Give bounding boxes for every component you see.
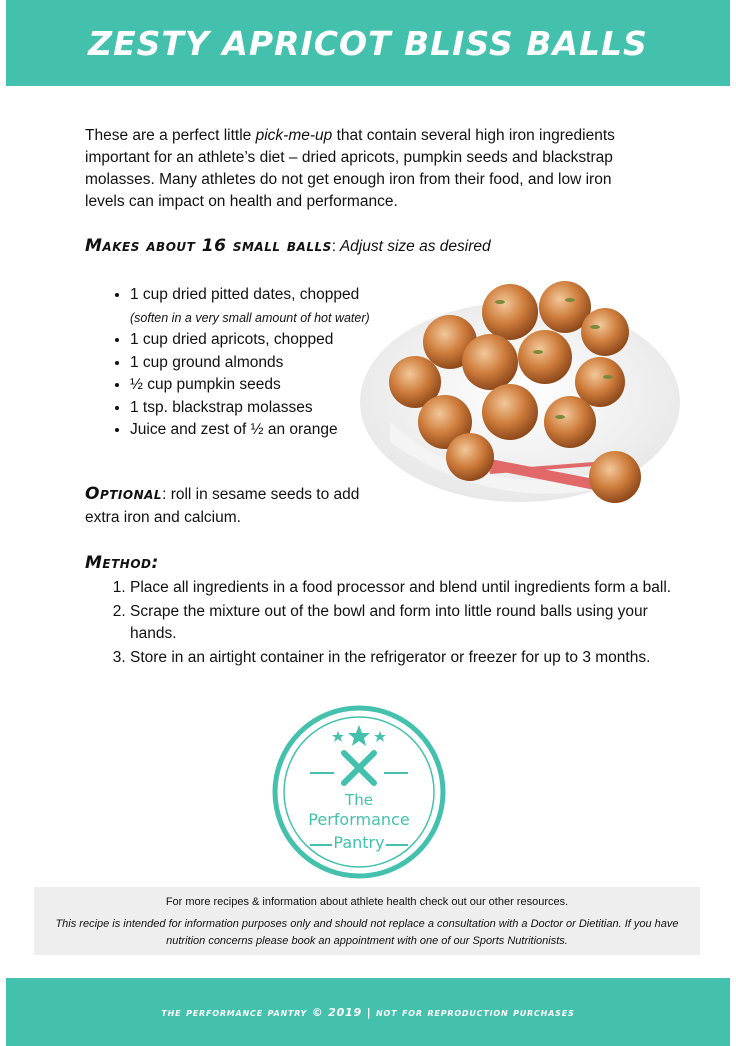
ingredient-item: • 1 tsp. blackstrap molasses [130, 397, 380, 420]
yield-label: Makes about 16 small balls [85, 236, 332, 256]
yield-colon: : [331, 238, 337, 255]
ingredient-item: • Juice and zest of ½ an orange [130, 419, 380, 442]
yield-note: Adjust size as desired [336, 238, 491, 255]
performance-pantry-logo [272, 705, 446, 879]
method-step: 2. Scrape the mixture out of the bowl and form into little round balls using your hands. [130, 601, 690, 645]
ingredient-item: • ½ cup pumpkin seeds [130, 374, 380, 397]
ingredient-list [105, 284, 380, 442]
disclaimer-text: This recipe is intended for information purposes only and should not replace a consultation with a Doctor or Dietitian. If you have nutrition concerns please book an appointment with one of our Sports Nutritionists. [55, 918, 679, 947]
intro-text-start: These are a perfect little [85, 127, 256, 144]
logo-line-2: Performance [308, 810, 410, 829]
page-title: ZESTY APRICOT BLISS BALLS [88, 23, 648, 63]
resources-line: For more recipes & information about athlete health check out our other resources. [165, 896, 569, 908]
yield-line [85, 236, 491, 256]
bliss-balls-photo [360, 272, 690, 512]
copyright-banner [6, 978, 730, 1046]
logo-line-3: Pantry [333, 833, 385, 852]
star-icon [332, 725, 386, 746]
ingredient-item: • 1 cup ground almonds [130, 352, 380, 375]
optional-text: : roll in sesame seeds to add extra iron and calcium. [85, 486, 360, 526]
optional-note [85, 483, 365, 529]
ingredient-item: • 1 cup dried apricots, chopped [130, 329, 380, 352]
method-heading: Method: [85, 553, 159, 573]
intro-text-end: that contain several high iron ingredients important for an athlete’s diet – dried apricots, pumpkin seeds and blackstrap molasses. Many athletes do not get enough iron from their food, and low iron levels can impact on health and performance. [85, 127, 615, 210]
optional-label: Optional [85, 484, 163, 504]
copyright-text: the performance pantry © 2019 | not for reproduction purchases [161, 1005, 575, 1019]
ingredient-item: • 1 cup dried pitted dates, chopped (soften in a very small amount of hot water) [130, 284, 380, 329]
intro-paragraph [85, 125, 655, 213]
method-steps [105, 577, 690, 671]
resources-disclaimer [34, 887, 700, 955]
title-banner [6, 0, 730, 86]
method-step: 3. Store in an airtight container in the refrigerator or freezer for up to 3 months. [130, 647, 690, 669]
method-step: 1. Place all ingredients in a food processor and blend until ingredients form a ball. [130, 577, 690, 599]
fork-knife-icon [344, 753, 374, 783]
logo-line-1: The [345, 791, 373, 809]
intro-emphasis: pick-me-up [255, 127, 333, 144]
ingredient-note: (soften in a very small amount of hot water) [130, 310, 370, 325]
